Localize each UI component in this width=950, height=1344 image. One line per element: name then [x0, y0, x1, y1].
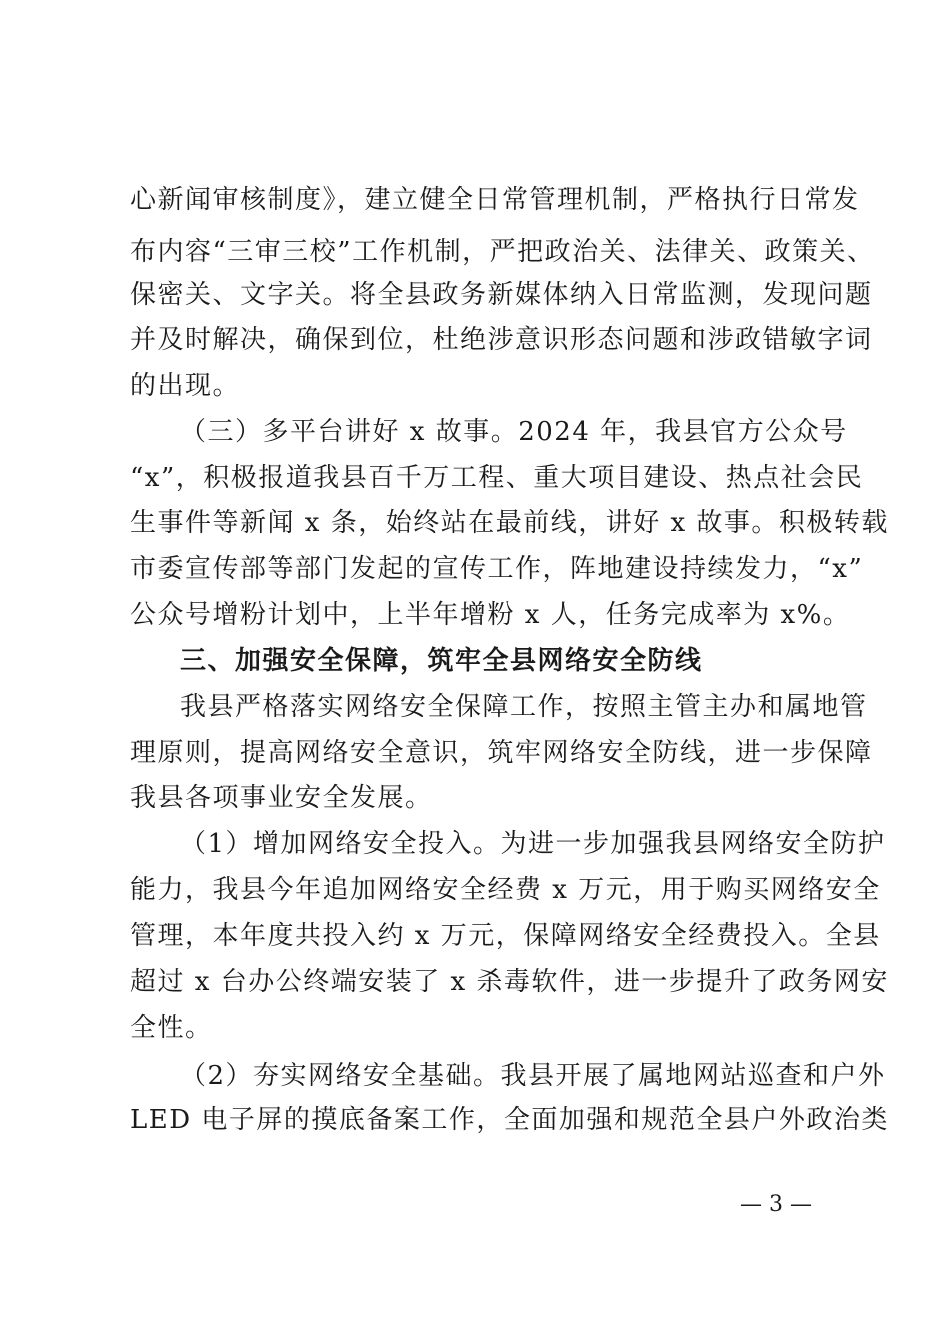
paragraph-line: （1）增加网络安全投入。为进一步加强我县网络安全防护: [180, 829, 886, 859]
paragraph-line: 理原则，提高网络安全意识，筑牢网络安全防线，进一步保障: [130, 738, 873, 768]
paragraph-line: 我县各项事业安全发展。: [130, 783, 433, 813]
paragraph-line: 超过 x 台办公终端安装了 x 杀毒软件，进一步提升了政务网安: [130, 967, 889, 997]
paragraph-line: 保密关、文字关。将全县政务新媒体纳入日常监测，发现问题: [130, 280, 873, 310]
paragraph-line: 布内容“三审三校”工作机制，严把政治关、法律关、政策关、: [130, 237, 875, 267]
paragraph-line: 全性。: [130, 1013, 213, 1043]
paragraph-line: 并及时解决，确保到位，杜绝涉意识形态问题和涉政错敏字词: [130, 325, 873, 355]
paragraph-line: 公众号增粉计划中，上半年增粉 x 人，任务完成率为 x%。: [130, 600, 851, 630]
paragraph-line: 管理，本年度共投入约 x 万元，保障网络安全经费投入。全县: [130, 921, 881, 951]
paragraph-line: “x”，积极报道我县百千万工程、重大项目建设、热点社会民: [130, 463, 864, 493]
paragraph-line: （2）夯实网络安全基础。我县开展了属地网站巡查和户外: [180, 1061, 886, 1091]
paragraph-line: 能力，我县今年追加网络安全经费 x 万元，用于购买网络安全: [130, 875, 881, 905]
paragraph-line: 心新闻审核制度》，建立健全日常管理机制，严格执行日常发: [130, 185, 860, 215]
paragraph-line: 的出现。: [130, 371, 241, 401]
section-heading: 三、加强安全保障，筑牢全县网络安全防线: [180, 646, 703, 676]
paragraph-line: 我县严格落实网络安全保障工作，按照主管主办和属地管: [180, 692, 868, 722]
paragraph-line: （三）多平台讲好 x 故事。2024 年，我县官方公众号: [180, 417, 848, 447]
paragraph-line: 生事件等新闻 x 条，始终站在最前线，讲好 x 故事。积极转载: [130, 508, 889, 538]
page-number: — 3 —: [740, 1192, 812, 1217]
paragraph-line: 市委宣传部等部门发起的宣传工作，阵地建设持续发力，“x”: [130, 554, 864, 584]
paragraph-line: LED 电子屏的摸底备案工作，全面加强和规范全县户外政治类: [130, 1105, 889, 1135]
